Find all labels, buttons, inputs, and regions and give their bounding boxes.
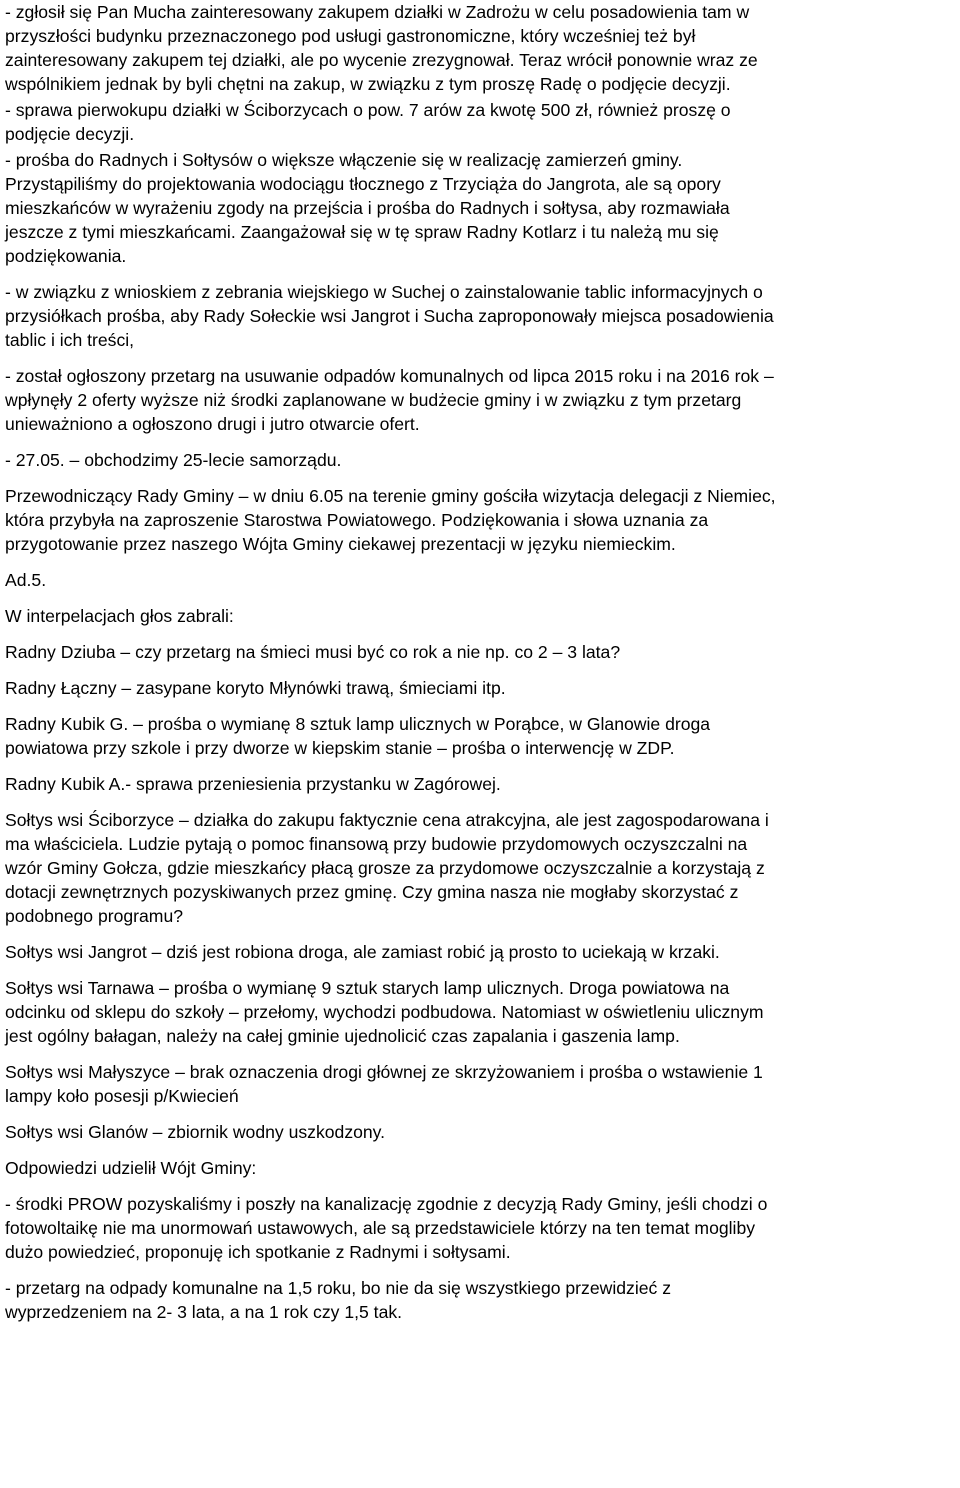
text-line: - środki PROW pozyskaliśmy i poszły na kanalizację zgodnie z decyzją Rady Gminy, jeśli chodzi o: [5, 1194, 768, 1214]
text-line: ma właściciela. Ludzie pytają o pomoc finansową przy budowie przydomowych oczyszczalni na: [5, 834, 748, 854]
paragraph: [5, 280, 948, 352]
text-line: Sołtys wsi Ściborzyce – działka do zakupu faktycznie cena atrakcyjna, ale jest zagospodarowana i: [5, 810, 769, 830]
text-line: - prośba do Radnych i Sołtysów o większe włączenie się w realizację zamierzeń gminy.: [5, 150, 683, 170]
text-line: Radny Kubik A.- sprawa przeniesienia przystanku w Zagórowej.: [5, 774, 501, 794]
text-line: podobnego programu?: [5, 906, 184, 926]
paragraph-gap: [5, 700, 948, 712]
paragraph-gap: [5, 1144, 948, 1156]
text-line: przysiółkach prośba, aby Rady Sołeckie wsi Jangrot i Sucha zaproponowały miejsca posadowienia: [5, 306, 774, 326]
text-line: dotacji zewnętrznych pozyskiwanych przez gminę. Czy gmina nasza nie mogłaby skorzystać z: [5, 882, 739, 902]
text-line: unieważniono a ogłoszono drugi i jutro otwarcie ofert.: [5, 414, 420, 434]
text-line: Przewodniczący Rady Gminy – w dniu 6.05 na terenie gminy gościła wizytacja delegacji z Niemiec,: [5, 486, 776, 506]
paragraph: [5, 448, 948, 472]
text-line: wzór Gminy Gołcza, gdzie mieszkańcy płacą grosze za przydomowe oczyszczalnie a korzystają z: [5, 858, 765, 878]
text-line: jest ogólny bałagan, należy na całej gminie ujednolicić czas zapalania i gaszenia lamp.: [5, 1026, 680, 1046]
paragraph-gap: [5, 352, 948, 364]
paragraph-gap: [5, 1108, 948, 1120]
text-line: Sołtys wsi Małyszyce – brak oznaczenia drogi głównej ze skrzyżowaniem i prośba o wstawienie 1: [5, 1062, 763, 1082]
text-line: Sołtys wsi Tarnawa – prośba o wymianę 9 sztuk starych lamp ulicznych. Droga powiatowa na: [5, 978, 730, 998]
text-line: Odpowiedzi udzielił Wójt Gminy:: [5, 1158, 257, 1178]
text-line: - zgłosił się Pan Mucha zainteresowany zakupem działki w Zadrożu w celu posadowienia tam w: [5, 2, 750, 22]
paragraph: [5, 808, 948, 928]
paragraph: [5, 1192, 948, 1264]
text-line: Sołtys wsi Jangrot – dziś jest robiona droga, ale zamiast robić ją prosto to uciekają w krzaki.: [5, 942, 720, 962]
text-line: wspólnikiem jednak by byli chętni na zakup, w związku z tym proszę Radę o podjęcie decyzji.: [5, 74, 731, 94]
paragraph: [5, 98, 948, 146]
text-line: wpłynęły 2 oferty wyższe niż środki zaplanowane w budżecie gminy i w związku z tym przetarg: [5, 390, 742, 410]
text-line: podjęcie decyzji.: [5, 124, 135, 144]
paragraph-gap: [5, 664, 948, 676]
paragraph: [5, 772, 948, 796]
paragraph: [5, 940, 948, 964]
text-line: - 27.05. – obchodzimy 25-lecie samorządu.: [5, 450, 342, 470]
paragraph: [5, 364, 948, 436]
paragraph-gap: [5, 556, 948, 568]
text-line: odcinku od sklepu do szkoły – przełomy, wychodzi podbudowa. Natomiast w oświetleniu ulicznym: [5, 1002, 764, 1022]
text-line: - sprawa pierwokupu działki w Ściborzycach o pow. 7 arów za kwotę 500 zł, również proszę o: [5, 100, 731, 120]
paragraph-gap: [5, 1180, 948, 1192]
paragraph-gap: [5, 472, 948, 484]
text-line: Sołtys wsi Glanów – zbiornik wodny uszkodzony.: [5, 1122, 386, 1142]
paragraph: [5, 976, 948, 1048]
paragraph-gap: [5, 268, 948, 280]
text-line: lampy koło posesji p/Kwiecień: [5, 1086, 239, 1106]
text-line: fotowoltaikę nie ma unormowań ustawowych, ale są przedstawiciele którzy na ten temat mogliby: [5, 1218, 756, 1238]
paragraph: [5, 1120, 948, 1144]
paragraph: [5, 1276, 948, 1324]
text-line: Radny Kubik G. – prośba o wymianę 8 sztuk lamp ulicznych w Porąbce, w Glanowie droga: [5, 714, 711, 734]
text-line: - przetarg na odpady komunalne na 1,5 roku, bo nie da się wszystkiego przewidzieć z: [5, 1278, 671, 1298]
text-line: Ad.5.: [5, 570, 47, 590]
paragraph-gap: [5, 760, 948, 772]
paragraph-gap: [5, 1048, 948, 1060]
paragraph: [5, 172, 948, 268]
text-line: przyszłości budynku przeznaczonego pod usługi gastronomiczne, który wcześniej też był: [5, 26, 696, 46]
paragraph: [5, 484, 948, 556]
paragraph: [5, 640, 948, 664]
text-line: podziękowania.: [5, 246, 127, 266]
paragraph-gap: [5, 592, 948, 604]
paragraph-gap: [5, 928, 948, 940]
paragraph: [5, 676, 948, 700]
text-line: dużo powiedzieć, proponuję ich spotkanie z Radnymi i sołtysami.: [5, 1242, 511, 1262]
text-line: która przybyła na zaproszenie Starostwa Powiatowego. Podziękowania i słowa uznania za: [5, 510, 709, 530]
paragraph: [5, 1156, 948, 1180]
text-line: - został ogłoszony przetarg na usuwanie odpadów komunalnych od lipca 2015 roku i na 2016 rok –: [5, 366, 774, 386]
text-line: wyprzedzeniem na 2- 3 lata, a na 1 rok czy 1,5 tak.: [5, 1302, 403, 1322]
text-line: jeszcze z tymi mieszkańcami. Zaangażował się w tę spraw Radny Kotlarz i tu należą mu się: [5, 222, 719, 242]
text-line: tablic i ich treści,: [5, 330, 135, 350]
text-line: W interpelacjach głos zabrali:: [5, 606, 234, 626]
paragraph: [5, 604, 948, 628]
paragraph: [5, 0, 948, 96]
paragraph: [5, 568, 948, 592]
text-line: Radny Dziuba – czy przetarg na śmieci musi być co rok a nie np. co 2 – 3 lata?: [5, 642, 621, 662]
paragraph-gap: [5, 796, 948, 808]
text-line: Radny Łączny – zasypane koryto Młynówki trawą, śmieciami itp.: [5, 678, 506, 698]
paragraph-gap: [5, 436, 948, 448]
paragraph: [5, 148, 948, 172]
text-line: Przystąpiliśmy do projektowania wodociągu tłocznego z Trzyciąża do Jangrota, ale są opory: [5, 174, 721, 194]
paragraph: [5, 712, 948, 760]
paragraph: [5, 1060, 948, 1108]
paragraph-gap: [5, 1264, 948, 1276]
text-line: mieszkańców w wyrażeniu zgody na przejścia i prośba do Radnych i sołtysa, aby rozmawiała: [5, 198, 730, 218]
text-line: - w związku z wnioskiem z zebrania wiejskiego w Suchej o zainstalowanie tablic informacyjnych o: [5, 282, 763, 302]
text-line: przygotowanie przez naszego Wójta Gminy ciekawej prezentacji w języku niemieckim.: [5, 534, 676, 554]
paragraph-gap: [5, 628, 948, 640]
text-line: powiatowa przy szkole i przy dworze w kiepskim stanie – prośba o interwencję w ZDP.: [5, 738, 675, 758]
paragraph-gap: [5, 964, 948, 976]
text-line: zainteresowany zakupem tej działki, ale po wycenie zrezygnował. Teraz wrócił ponownie wraz ze: [5, 50, 758, 70]
